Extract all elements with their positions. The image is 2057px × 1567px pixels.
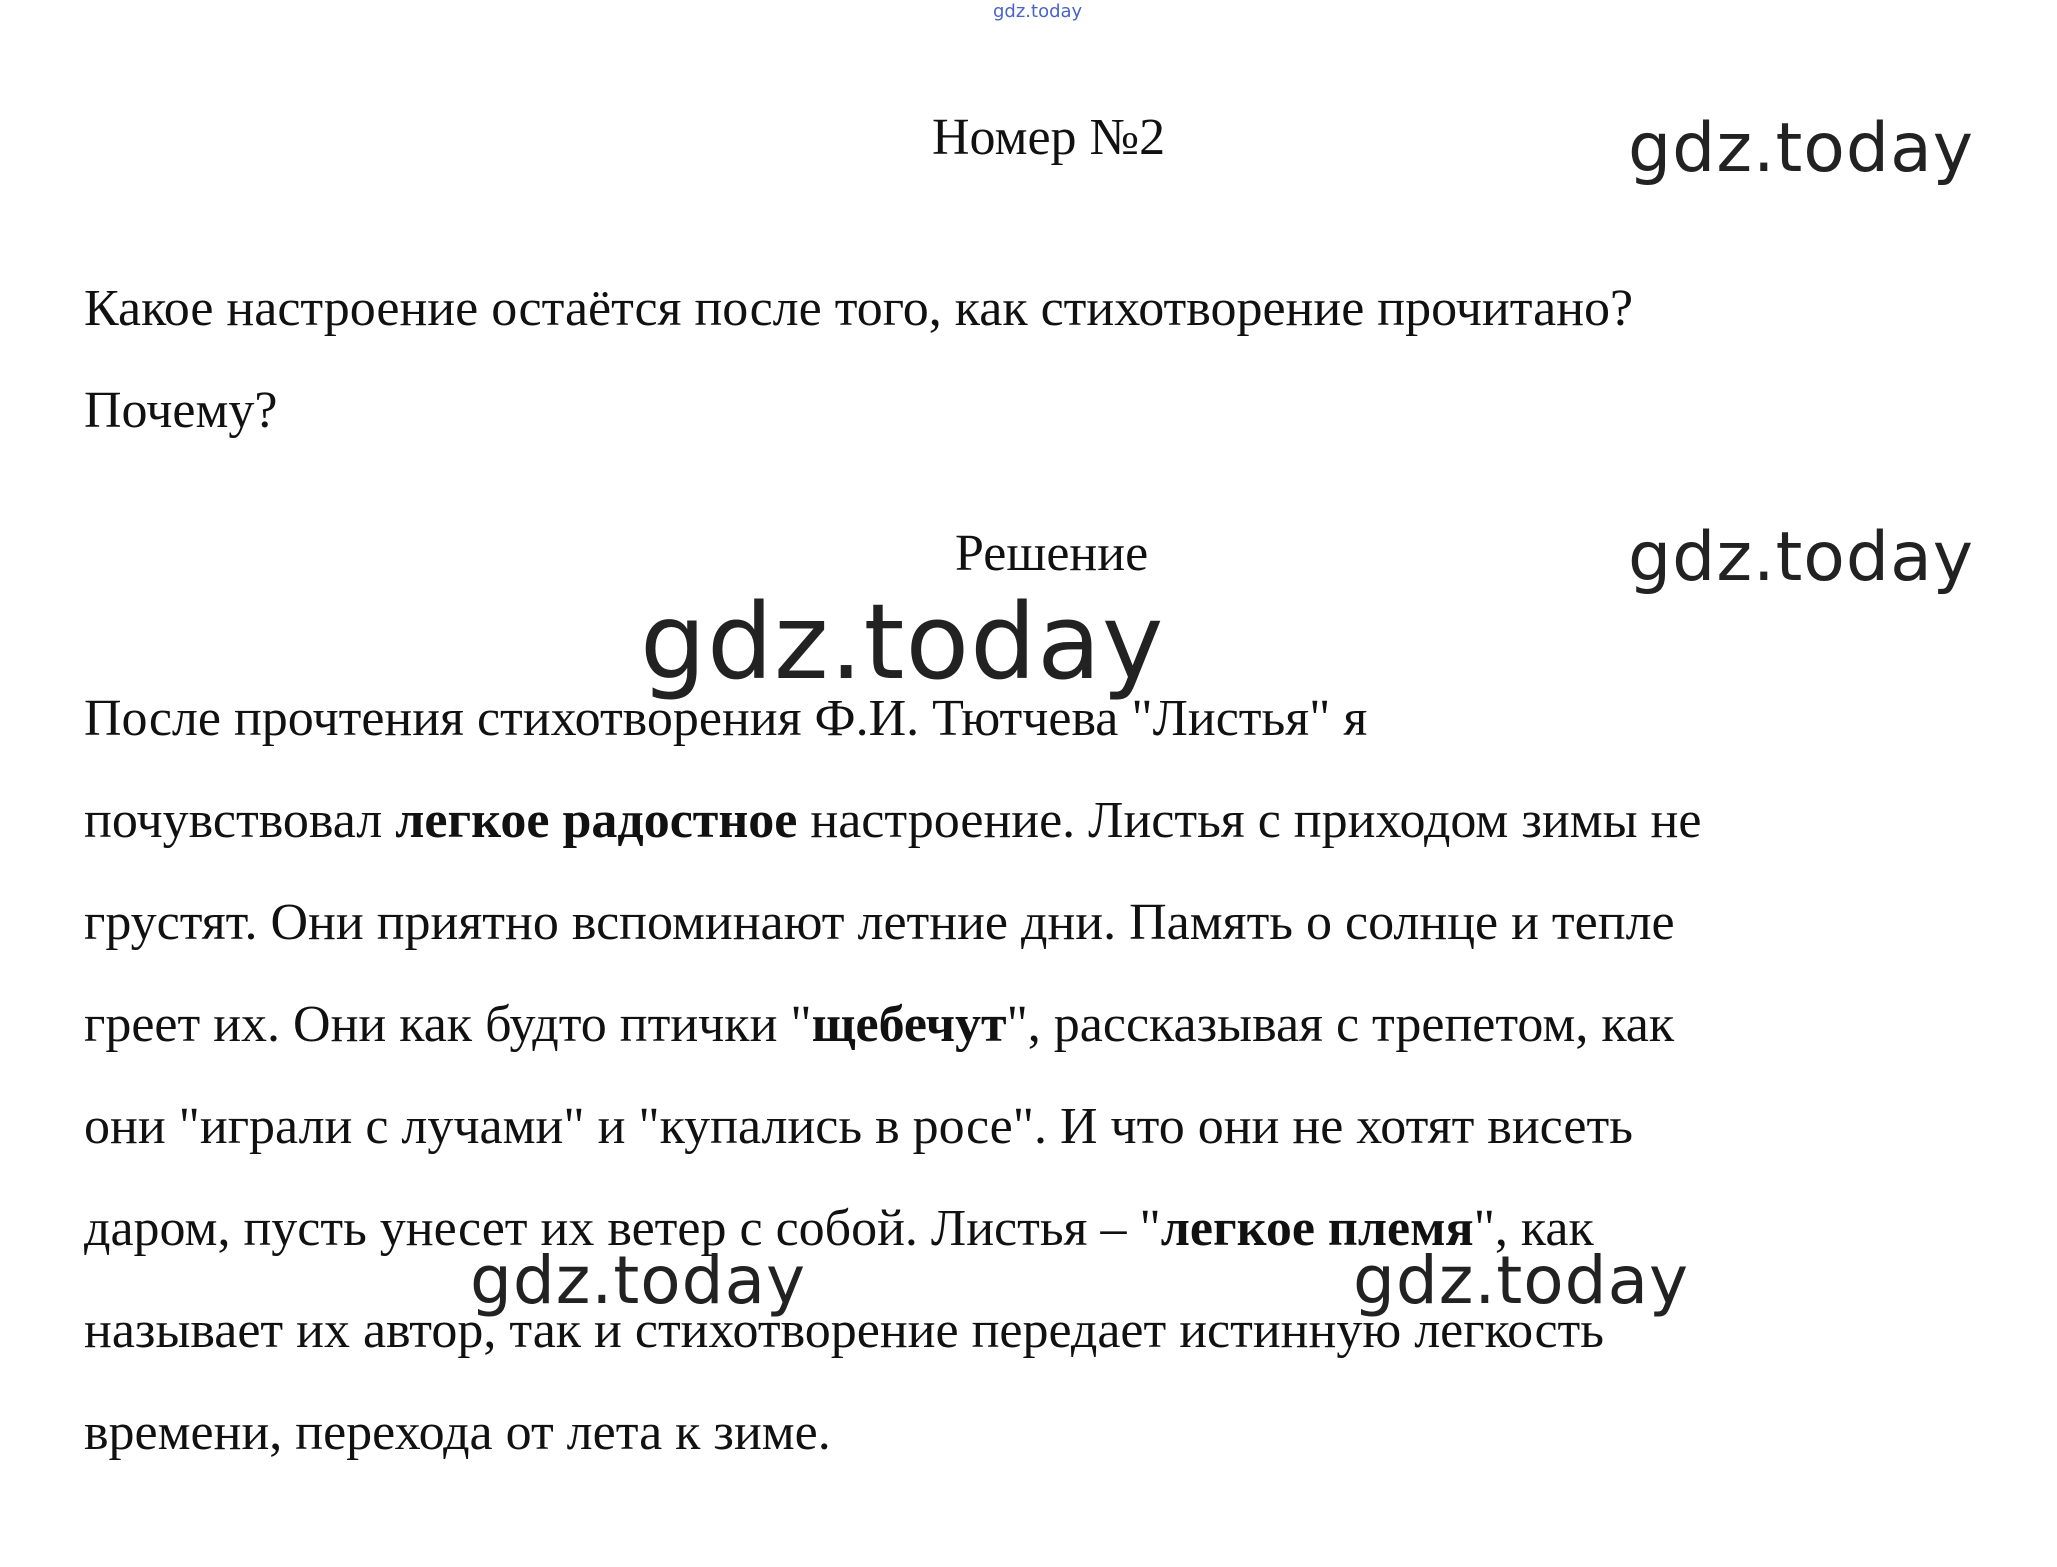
question-line-2: Почему? bbox=[84, 382, 278, 439]
watermark-right-2: gdz.today bbox=[1628, 518, 1974, 597]
solution-line: даром, пусть унесет их ветер с собой. Листья – "легкое племя", как bbox=[84, 1200, 1594, 1257]
bold-phrase: легкое радостное bbox=[395, 792, 798, 849]
solution-line: грустят. Они приятно вспоминают летние дни. Память о солнце и тепле bbox=[84, 894, 1675, 951]
question-line-1: Какое настроение остаётся после того, как стихотворение прочитано? bbox=[84, 280, 1634, 337]
solution-line: почувствовал легкое радостное настроение. Листья с приходом зимы не bbox=[84, 792, 1702, 849]
watermark-right-1: gdz.today bbox=[1628, 109, 1974, 188]
problem-title: Номер №2 bbox=[932, 109, 1166, 166]
solution-line: После прочтения стихотворения Ф.И. Тютчева "Листья" я bbox=[84, 690, 1368, 747]
bold-phrase: щебечут bbox=[811, 996, 1007, 1053]
solution-line: времени, перехода от лета к зиме. bbox=[84, 1404, 831, 1461]
solution-line: называет их автор, так и стихотворение передает истинную легкость bbox=[84, 1302, 1604, 1359]
watermark-low-right: gdz.today bbox=[1353, 1242, 1690, 1319]
watermark-center: gdz.today bbox=[640, 581, 1165, 703]
watermark-top: gdz.today bbox=[993, 1, 1083, 22]
solution-text bbox=[84, 668, 1984, 1484]
bold-phrase: легкое племя bbox=[1160, 1200, 1474, 1257]
solution-line: они "играли с лучами" и "купались в росе". И что они не хотят висеть bbox=[84, 1098, 1633, 1155]
solution-title: Решение bbox=[955, 525, 1149, 582]
question-text bbox=[84, 258, 1984, 462]
solution-line: греет их. Они как будто птички "щебечут", рассказывая с трепетом, как bbox=[84, 996, 1675, 1053]
watermark-low-left: gdz.today bbox=[470, 1242, 807, 1319]
